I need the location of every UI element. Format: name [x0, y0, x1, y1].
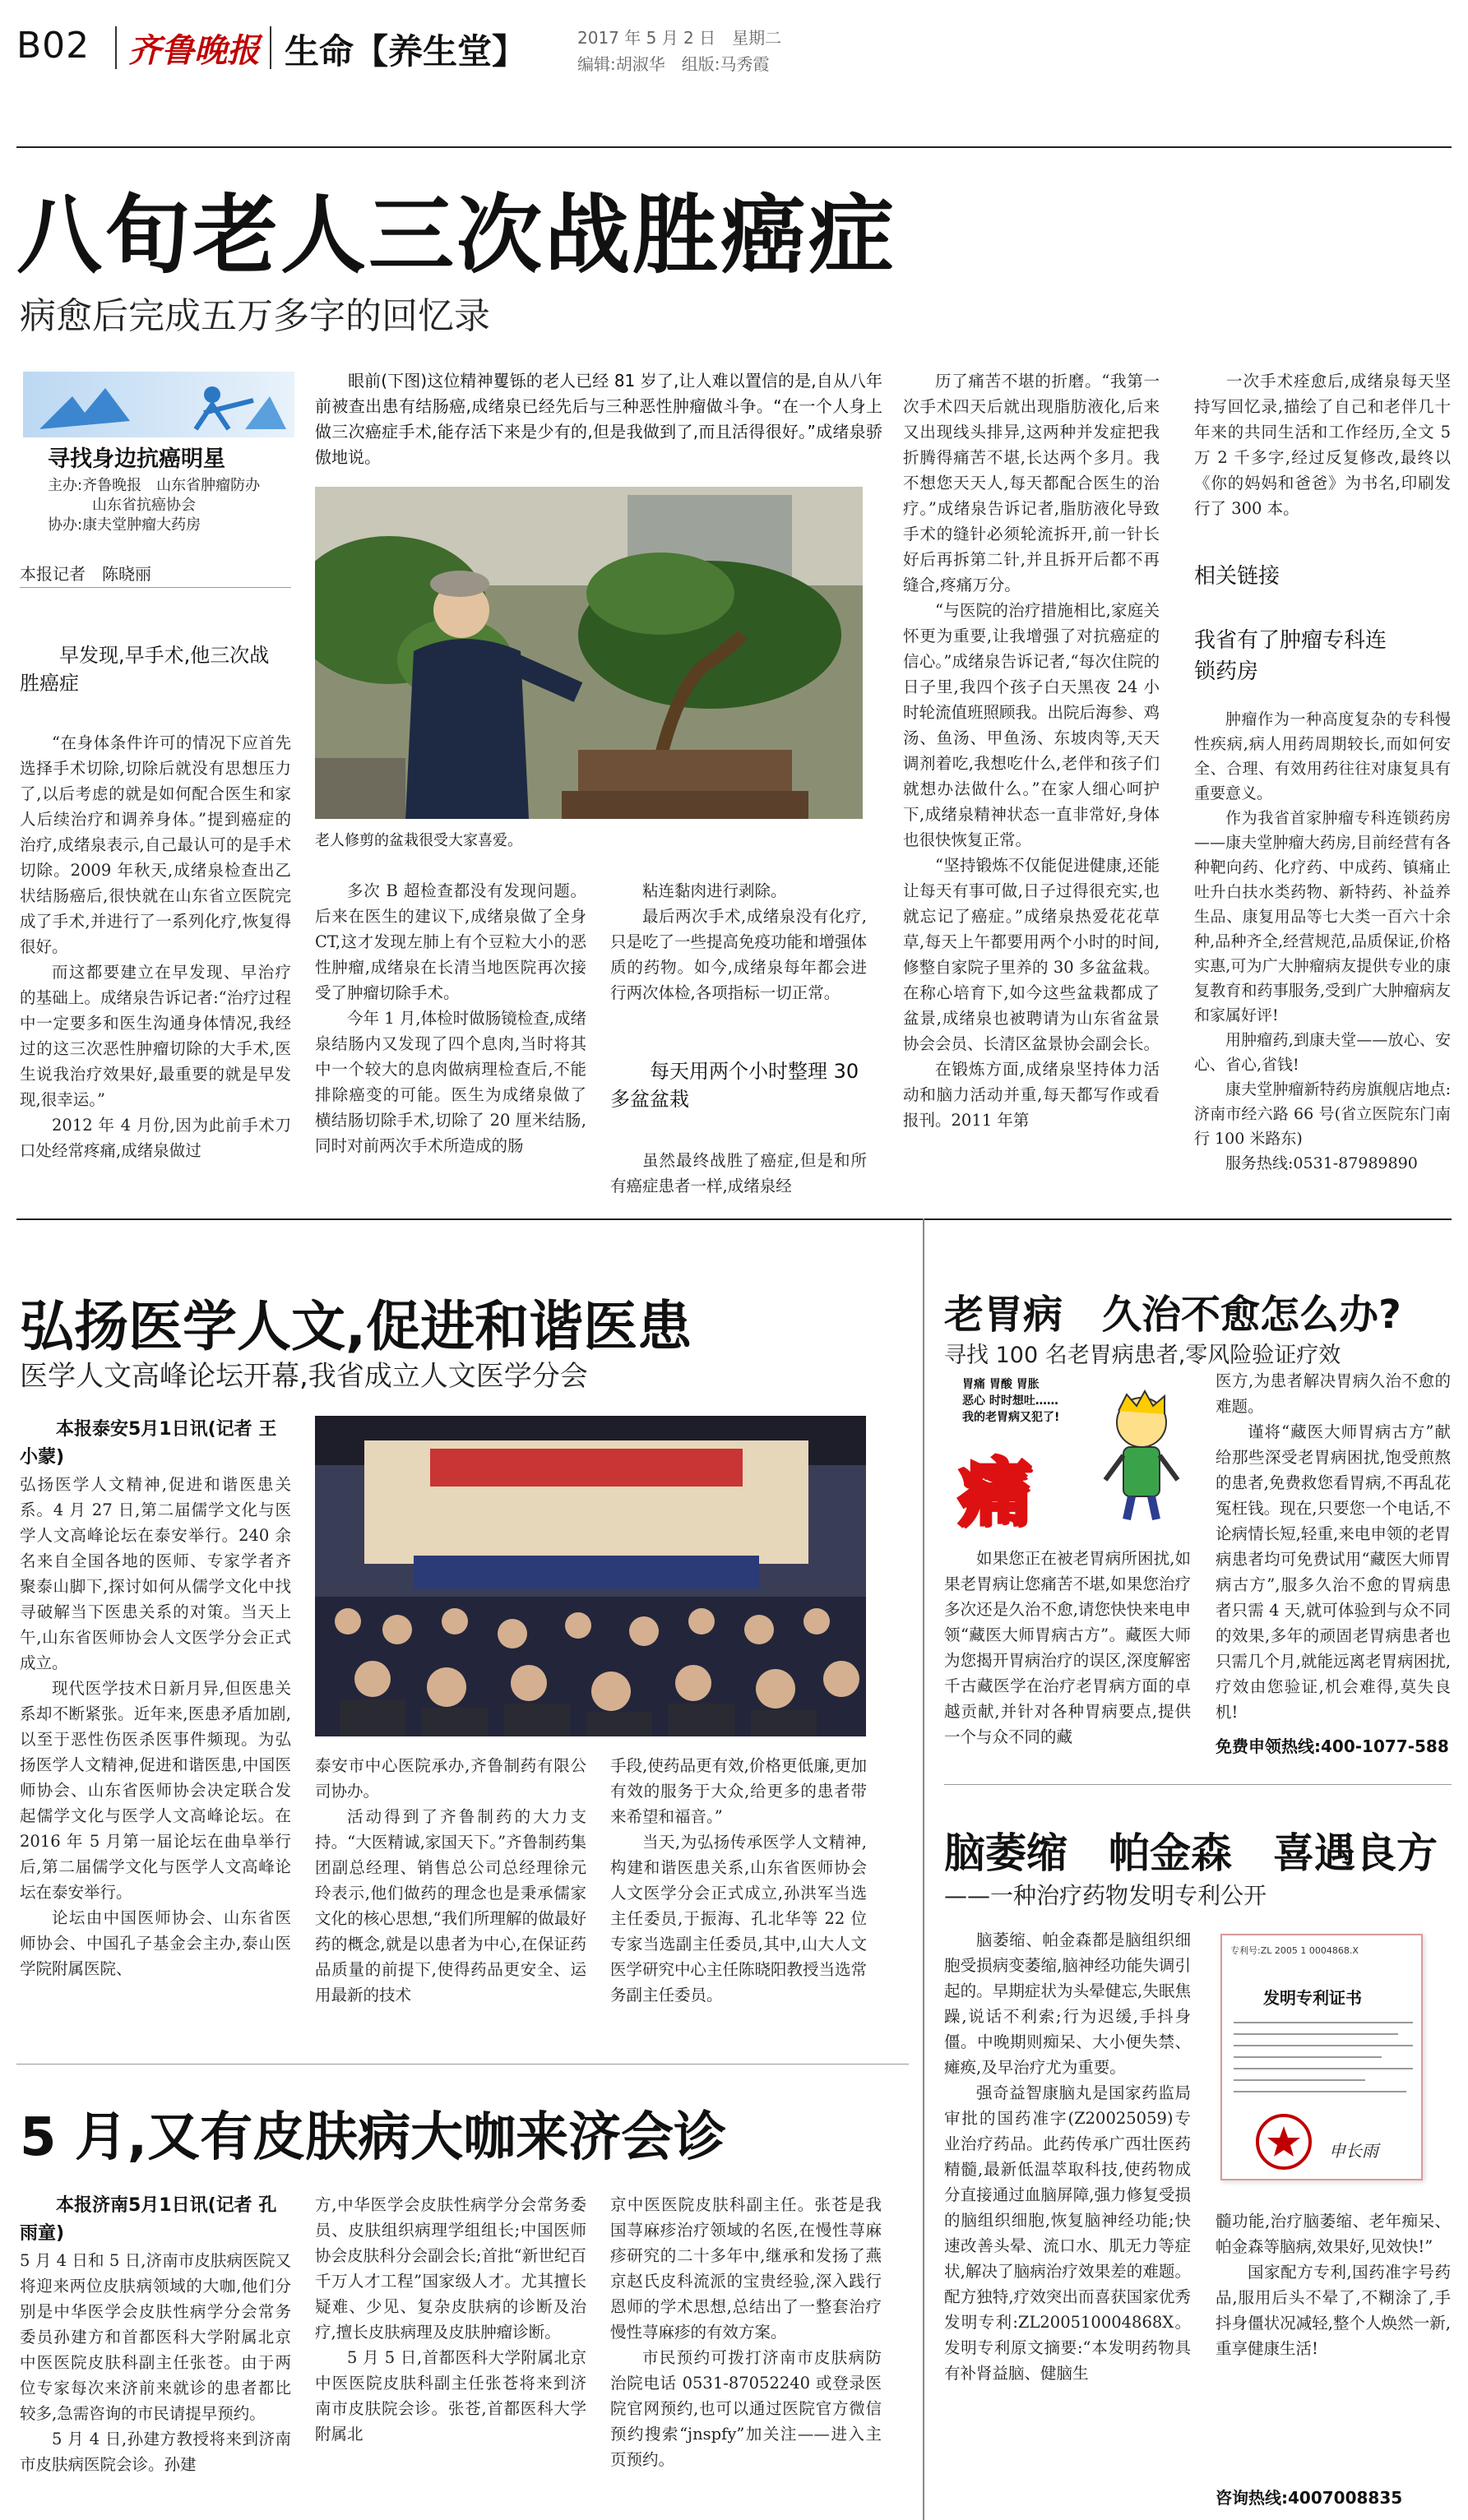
- article1-subhead-2: 每天用两个小时整理 30 多盆盆栽: [610, 1060, 859, 1111]
- red-seal-icon: [1255, 2113, 1313, 2171]
- issue-date: 2017 年 5 月 2 日 星期二: [577, 28, 782, 48]
- ad1-headline: 老胃病 久治不愈怎么办?: [944, 1292, 1401, 1338]
- cartoon-man-icon: [1094, 1389, 1192, 1521]
- article2-dateline: 本报泰安5月1日讯(记者 王小蒙): [20, 1419, 277, 1468]
- ad2-subheadline: ——一种治疗药物发明专利公开: [944, 1882, 1267, 1909]
- page-number: B02: [16, 25, 90, 67]
- certificate-signature: 申长雨: [1329, 2141, 1378, 2161]
- editor-credit: 编辑:胡淑华 组版:马秀霞: [577, 54, 770, 74]
- article1-lead: 眼前(下图)这位精神矍铄的老人已经 81 岁了,让人难以置信的是,自从八年前被查出患有结肠癌,成绪泉已经先后与三种恶性肿瘤做斗争。“在一个人身上做三次癌症手术,能存活下来是少有的,但是我做到了,而且活得很好。”成绪泉骄傲地说。: [315, 371, 882, 467]
- article2-subheadline: 医学人文高峰论坛开幕,我省成立人文医学分会: [20, 1360, 588, 1393]
- certificate-text-lines-icon: [1234, 2016, 1413, 2106]
- article2-column-3: 手段,使药品更有效,价格更低廉,更加有效的服务于大众,给更多的患者带来希望和福音。” 当天,为弘扬传承医学人文精神,构建和谐医患关系,山东省医师协会人文医学分会正式成立,孙洪军当选主任委员,于振海、孔北华等 22 位专家当选副主任委员,其中,山大人文医学研究中心主任陈晓阳教授当选常务副主任委员。: [610, 1756, 867, 2004]
- ad1-cartoon: [954, 1373, 1201, 1535]
- forum-photo: [315, 1416, 866, 1736]
- article3-column-3: 京中医医院皮肤科副主任。张苍是我国荨麻疹治疗领域的名医,在慢性荨麻疹研究的二十多年中,继承和发扬了燕京赵氏皮科流派的宝贵经验,深入践行恩师的学术思想,总结出了一整套治疗慢性荨麻疹的有效方案。 市民预约可拨打济南市皮肤病防治院电话 0531-87052240 或登录医院官网预约,也可以通过医院官方微信预约搜索“jnspfy”加关注——进入主页预约。: [610, 2195, 882, 2469]
- certificate-title: 发明专利证书: [1263, 1988, 1362, 2008]
- organizer-line-3: 协办:康夫堂肿瘤大药房: [48, 516, 201, 534]
- patent-certificate: [1220, 1934, 1423, 2180]
- article3-column-2: 方,中华医学会皮肤性病学分会常务委员、皮肤组织病理学组组长;中国医师协会皮肤科分会副会长;首批“新世纪百千万人才工程”国家级人才。尤其擅长疑难、少见、复杂皮肤病的诊断及治疗,擅长皮肤病理及皮肤肿瘤诊断。 5 月 5 日,首都医科大学附属北京中医医院皮肤科副主任张苍将来到济南市皮肤院会诊。张苍,首都医科大学附属北: [315, 2195, 586, 2444]
- related-link-title: 我省有了肿瘤专科连锁药房: [1194, 628, 1387, 684]
- article3-dateline: 本报济南5月1日讯(记者 孔雨童): [20, 2195, 277, 2244]
- cartoon-bubble: 胃痛 胃酸 胃胀 恶心 时时想吐…… 我的老胃病又犯了!: [962, 1378, 1060, 1424]
- patent-number: 专利号:ZL 2005 1 0004868.X: [1230, 1945, 1359, 1956]
- article2-column-2: 泰安市中心医院承办,齐鲁制药有限公司协办。 活动得到了齐鲁制药的大力支持。“大医精诚,家国天下。”齐鲁制药集团副总经理、销售总公司总经理徐元玲表示,他们做药的理念也是秉承儒家文化的核心思想,“我们所理解的做最好药的概念,就是以患者为中心,在保证药品质量的前提下,使得药品更安全、运用最新的技术: [315, 1756, 586, 2004]
- article1-column-4: 历了痛苦不堪的折磨。“我第一次手术四天后就出现脂肪液化,后来又出现线头排异,这两种并发症把我折腾得痛苦不堪,长达两个多月。我不想您天天人,每天都配合医生的治疗。”成绪泉告诉记者,脂肪液化导致手术的缝针必须轮流拆开,前一针长好后再拆第二针,并且拆开后都不再缝合,疼痛万分。 “与医院的治疗措施相比,家庭关怀更为重要,让我增强了对抗癌症的信心。”成绪泉告诉记者,“每次住院的日子里,我四个孩子白天黑夜 24 小时轮流值班照顾我。出院后海参、鸡汤、鱼汤、甲鱼汤、东坡肉等,天天调剂着吃,我想吃什么,老伴和孩子们就想办法做什么。”在家人细心呵护下,成绪泉精神状态一直非常好,身体也很快恢复正常。 “坚持锻炼不仅能促进健康,还能让每天有事可做,日子过得很充实,也就忘记了癌症。”成绪泉热爱花花草草,每天上午都要用两个小时的时间,修整自家院子里养的 30 多盆盆栽。在称心培育下,如今这些盆栽都成了盆景,成绪泉也被聘请为山东省盆景协会会员、长清区盆景协会副会长。 在锻炼方面,成绪泉坚持体力活动和脑力活动并重,每天都写作或看报刊。2011 年第: [903, 372, 1160, 1130]
- section-name: 生命【养生堂】: [285, 31, 527, 72]
- organizer-line-1: 主办:齐鲁晚报 山东省肿瘤防办: [48, 477, 261, 494]
- article1-column-3b: 虽然最终战胜了癌症,但是和所有癌症患者一样,成绪泉经: [610, 1151, 867, 1195]
- article1-headline: 八旬老人三次战胜癌症: [16, 185, 897, 285]
- article1-subheadline: 病愈后完成五万多字的回忆录: [20, 295, 490, 337]
- article2-headline: 弘扬医学人文,促进和谐医患: [20, 1295, 692, 1358]
- article3-column-1: 5 月 4 日和 5 日,济南市皮肤病医院又将迎来两位皮肤病领域的大咖,他们分别是中华医学会皮肤性病学分会常务委员孙建方和首都医科大学附属北京中医医院皮肤科副主任张苍。由于两位专家每次来济前来就诊的患者都比较多,急需咨询的市民请提早预约。 5 月 4 日,孙建方教授将来到济南市皮肤病医院会诊。孙建: [20, 2251, 291, 2474]
- article1-byline: 本报记者 陈晓丽: [20, 564, 151, 584]
- article1-column-1: “在身体条件许可的情况下应首先选择手术切除,切除后就没有思想压力了,以后考虑的就是如何配合医生和家人后续治疗和调养身体。”提到癌症的治疗,成绪泉表示,自己最认可的是手术切除。2009 年秋天,成绪泉检查出乙状结肠癌后,很快就在山东省立医院完成了手术,并进行了一系列化疗,恢复得很好。 而这都要建立在早发现、早治疗的基础上。成绪泉告诉记者:“治疗过程中一定要多和医生沟通身体情况,我经过的这三次恶性肿瘤切除的大手术,医生说我治疗效果好,最重要的就是早发现,很幸运。” 2012 年 4 月份,因为此前手术刀口处经常疼痛,成绪泉做过: [20, 733, 291, 1160]
- badge-banner-icon: [23, 372, 294, 437]
- ad2-body-left: 脑萎缩、帕金森都是脑组织细胞受损病变萎缩,脑神经功能失调引起的。早期症状为头晕健忘,失眠焦躁,说话不利索;行为迟缓,手抖身僵。中晚期则痴呆、大小便失禁、瘫痪,及早治疗尤为重要。 强奇益智康脑丸是国家药监局审批的国药准字(Z20025059)专业治疗药品。此药传承广西壮医药精髓,最新低温萃取科技,使药物成分直接通过血脑屏障,强力修复受损的脑组织细胞,恢复脑神经功能;快速改善头晕、流口水、肌无力等症状,解决了脑病治疗效果差的难题。配方独特,疗效突出而喜获国家优秀发明专利:ZL200510004868X。发明专利原文摘要:“本发明药物具有补肾益脑、健脑生: [944, 1930, 1191, 2383]
- ad1-right-text: 医方,为患者解决胃病久治不愈的难题。 谨将“藏医大师胃病古方”献给那些深受老胃病困扰,饱受煎熬的患者,免费救您看胃病,不再乱花冤枉钱。现在,只要您一个电话,不论病情长短,轻重,来电申领的老胃病患者均可免费试用“藏医大师胃病古方”,服多久治不愈的胃病患者只需 4 天,就可体验到与众不同的效果,多年的顽固老胃病患者也只需几个月,就能远离老胃病困扰,疗效由您验证,机会难得,莫失良机!: [1216, 1371, 1451, 1722]
- newspaper-logo: 齐鲁晚报: [128, 31, 260, 70]
- pain-character: 痛: [959, 1450, 1032, 1535]
- article1-column-2: 多次 B 超检查都没有发现问题。后来在医生的建议下,成绪泉做了全身 CT,这才发现左肺上有个豆粒大小的恶性肿瘤,成绪泉在长清当地医院再次接受了肿瘤切除手术。 今年 1 月,体检时做肠镜检查,成绪泉结肠内又发现了四个息肉,当时将其中一个较大的息肉做病理检查后,不能排除癌变的可能。医生为成绪泉做了横结肠切除手术,切除了 20 厘米结肠,同时对前两次手术所造成的肠: [315, 881, 586, 1155]
- bonsai-photo: [315, 487, 863, 819]
- ad1-body: 如果您正在被老胃病所困扰,如果老胃病让您痛苦不堪,如果您治疗多次还是久治不愈,请您快快来电申领“藏医大师胃病古方”。藏医大师为您揭开胃病治疗的误区,深度解密千古藏医学在治疗老胃病方面的卓越贡献,并针对各种胃病要点,提供一个与众不同的藏: [944, 1549, 1191, 1746]
- article1-column-5: 一次手术痊愈后,成绪泉每天坚持写回忆录,描绘了自己和老伴几十年来的共同生活和工作经历,全文 5 万 2 千多字,经过反复修改,最终以《你的妈妈和爸爸》为书名,印刷发行了 300 本。: [1194, 372, 1451, 518]
- related-link-body: 肿瘤作为一种高度复杂的专科慢性疾病,病人用药周期较长,而如何安全、合理、有效用药往往对康复具有重要意义。 作为我省首家肿瘤专科连锁药房——康夫堂肿瘤大药房,目前经营有各种靶向药、化疗药、中成药、镇痛止吐升白扶水类药物、新特药、补益养生品、康复用品等七大类一百六十余种,品种齐全,经营规范,品质保证,价格实惠,可为广大肿瘤病友提供专业的康复教育和药事服务,受到广大肿瘤病友和家属好评! 用肿瘤药,到康夫堂——放心、安心、省心,省钱! 康夫堂肿瘤新特药房旗舰店地点:济南市经六路 66 号(省立医院东门南行 100 米路东) 服务热线:0531-87989890: [1194, 710, 1451, 1172]
- ad2-body-right: 髓功能,治疗脑萎缩、老年痴呆、帕金森等脑病,效果好,见效快!” 国家配方专利,国药准字号药品,服用后头不晕了,不糊涂了,手抖身僵状况减轻,整个人焕然一新,重享健康生活!: [1216, 2212, 1451, 2358]
- forum-photo-icon: [315, 1416, 866, 1736]
- column-badge: [23, 372, 294, 534]
- ad2-headline: 脑萎缩 帕金森 喜遇良方: [944, 1829, 1438, 1877]
- ad2-hotline: 咨询热线:4007008835: [1216, 2488, 1403, 2508]
- article3-headline: 5 月,又有皮肤病大咖来济会诊: [20, 2107, 727, 2168]
- article1-subhead-1: 早发现,早手术,他三次战胜癌症: [20, 644, 270, 695]
- ad1-subheadline: 寻找 100 名老胃病患者,零风险验证疗效: [944, 1343, 1341, 1368]
- column-title: 寻找身边抗癌明星: [48, 446, 225, 472]
- ad1-hotline: 免费申领热线:400-1077-588: [1216, 1736, 1449, 1756]
- related-link-label: 相关链接: [1194, 564, 1280, 589]
- organizer-line-2: 山东省抗癌协会: [92, 497, 196, 514]
- article2-column-1: 弘扬医学人文精神,促进和谐医患关系。4 月 27 日,第二届儒学文化与医学人文高峰论坛在泰安举行。240 余名来自全国各地的医师、专家学者齐聚泰山脚下,探讨如何从儒学文化中找寻破解当下医患关系的对策。当天上午,山东省医师协会人文医学分会正式成立。 现代医学技术日新月异,但医患关系却不断紧张。近年来,医患矛盾加剧,以至于恶性伤医杀医事件频现。为弘扬医学人文精神,促进和谐医患,中国医师协会、山东省医师协会决定联合发起儒学文化与医学人文高峰论坛。在 2016 年 5 月第一届论坛在曲阜举行后,第二届儒学文化与医学人文高峰论坛在泰安举行。 论坛由中国医师协会、山东省医师协会、中国孔子基金会主办,泰山医学院附属医院、: [20, 1475, 291, 1978]
- photo-caption: 老人修剪的盆栽很受大家喜爱。: [315, 832, 522, 849]
- bonsai-photo-icon: [315, 487, 863, 819]
- article1-column-3a: 粘连黏肉进行剥除。 最后两次手术,成绪泉没有化疗,只是吃了一些提高免疫功能和增强体质的药物。如今,成绪泉每年都会进行两次体检,各项指标一切正常。: [610, 881, 867, 1002]
